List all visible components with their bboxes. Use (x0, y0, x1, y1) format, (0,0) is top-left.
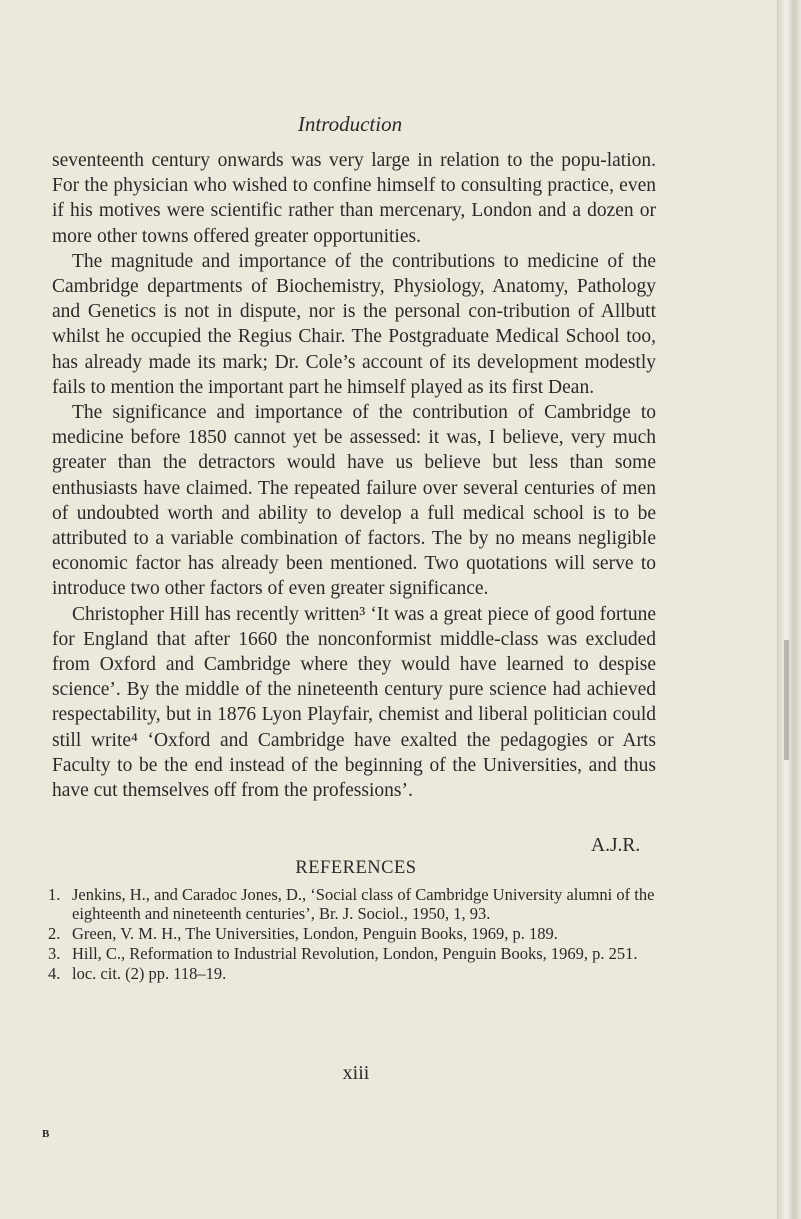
reference-item (48, 964, 658, 983)
reference-number: 3. (48, 944, 61, 963)
reference-item (48, 944, 658, 963)
reference-number: 1. (48, 885, 61, 904)
reference-item (48, 924, 658, 943)
page-number: xiii (342, 1062, 370, 1084)
reference-item (48, 885, 658, 923)
reference-number: 4. (48, 964, 61, 983)
page-edge (777, 0, 801, 1219)
printer-signature-mark: B (42, 1128, 50, 1140)
reference-text: Jenkins, H., and Caradoc Jones, D., ‘Social class of Cambridge University alumni of the eighteenth and nineteenth centuries’, Br. J. Sociol., 1950, 1, 93. (72, 885, 655, 923)
reference-text: Green, V. M. H., The Universities, London, Penguin Books, 1969, p. 189. (72, 924, 558, 943)
body-text (52, 148, 656, 803)
running-head: Introduction (297, 112, 403, 136)
author-initials: A.J.R. (591, 835, 641, 856)
paragraph: Christopher Hill has recently written³ ‘It was a great piece of good fortune for England that after 1660 the nonconformist middle-class was excluded from Oxford and Cambridge where they would have learned to despise science’. By the middle of the nineteenth century pure science had achieved respectability, but in 1876 Lyon Playfair, chemist and liberal politician could still write⁴ ‘Oxford and Cambridge have exalted the pedagogies or Arts Faculty to be the end instead of the beginning of the Universities, and thus have cut themselves off from the professions’. (52, 603, 656, 802)
references-heading: REFERENCES (295, 858, 417, 878)
paragraph: The magnitude and importance of the contributions to medicine of the Cambridge departments of Biochemistry, Physiology, Anatomy, Pathology and Genetics is not in dispute, nor is the personal con-tribution of Allbutt whilst he occupied the Regius Chair. The Postgraduate Medical School too, has already made its mark; Dr. Cole’s account of its development modestly fails to mention the important part he himself played as its first Dean. (52, 250, 656, 398)
paragraph: The significance and importance of the contribution of Cambridge to medicine before 1850 cannot yet be assessed: it was, I believe, very much greater than the detractors would have us believe but less than some enthusiasts have claimed. The repeated failure over several centuries of men of undoubted worth and ability to develop a full medical school is to be attributed to a variable combination of factors. The by no means negligible economic factor has already been mentioned. Two quotations will serve to introduce two other factors of even greater significance. (52, 402, 656, 600)
reference-text: Hill, C., Reformation to Industrial Revolution, London, Penguin Books, 1969, p. 251. (72, 944, 638, 963)
page-edge-mark (784, 640, 789, 760)
reference-text: loc. cit. (2) pp. 118–19. (72, 964, 227, 983)
references-list (48, 885, 658, 984)
paragraph: seventeenth century onwards was very large in relation to the popu-lation. For the physician who wished to confine himself to consulting practice, even if his motives were scientific rather than mercenary, London and a dozen or more other towns offered greater opportunities. (52, 150, 656, 247)
reference-number: 2. (48, 924, 61, 943)
